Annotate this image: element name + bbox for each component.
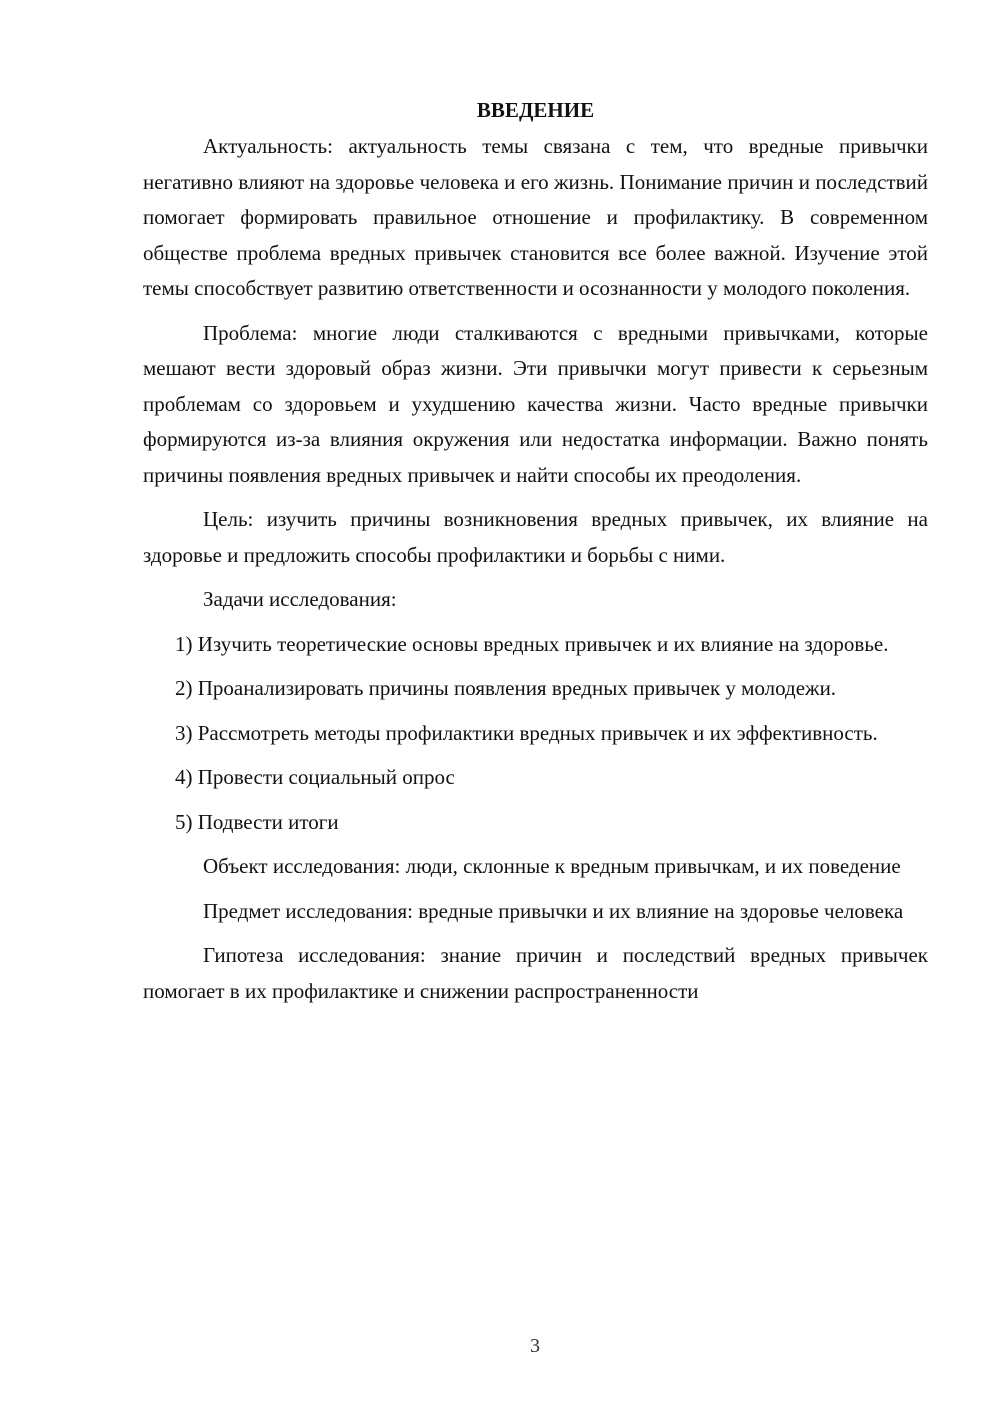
paragraph-problem: Проблема: многие люди сталкиваются с вредными привычками, которые мешают вести здоровый образ жизни. Эти привычки могут привести к серьезным проблемам со здоровьем и ухудшению качества жизни. Часто вредные привычки формируются из-за влияния окружения или недостатка информации. Важно понять причины появления вредных привычек и найти способы их преодоления. [143, 320, 928, 487]
paragraph-hypothesis: Гипотеза исследования: знание причин и последствий вредных привычек помогает в их профилактике и снижении распространенности [143, 943, 928, 1003]
paragraph-subject: Предмет исследования: вредные привычки и их влияние на здоровье человека [203, 898, 904, 923]
task-item-4: 4) Провести социальный опрос [175, 765, 455, 789]
task-item-1: 1) Изучить теоретические основы вредных привычек и их влияние на здоровье. [175, 631, 889, 656]
paragraph-relevance: Актуальность: актуальность темы связана с тем, что вредные привычки негативно влияют на здоровье человека и его жизнь. Понимание причин и последствий помогает формировать правильное отношение и профилактику. В современном обществе проблема вредных привычек становится все более важной. Изучение этой темы способствует развитию ответственности и осознанности у молодого поколения. [143, 134, 928, 300]
paragraph-goal: Цель: изучить причины возникновения вредных привычек, их влияние на здоровье и предложить способы профилактики и борьбы с ними. [143, 507, 928, 567]
section-title: ВВЕДЕНИЕ [476, 98, 595, 122]
page-number: 3 [530, 1335, 540, 1357]
page-body [143, 92, 928, 1018]
task-item-3: 3) Рассмотреть методы профилактики вредных привычек и их эффективность. [175, 720, 878, 745]
task-item-2: 2) Проанализировать причины появления вредных привычек у молодежи. [175, 676, 837, 700]
task-item-5: 5) Подвести итоги [175, 809, 339, 834]
paragraph-object: Объект исследования: люди, склонные к вредным привычкам, и их поведение [203, 854, 901, 878]
paragraph-tasks-heading: Задачи исследования: [203, 587, 397, 611]
